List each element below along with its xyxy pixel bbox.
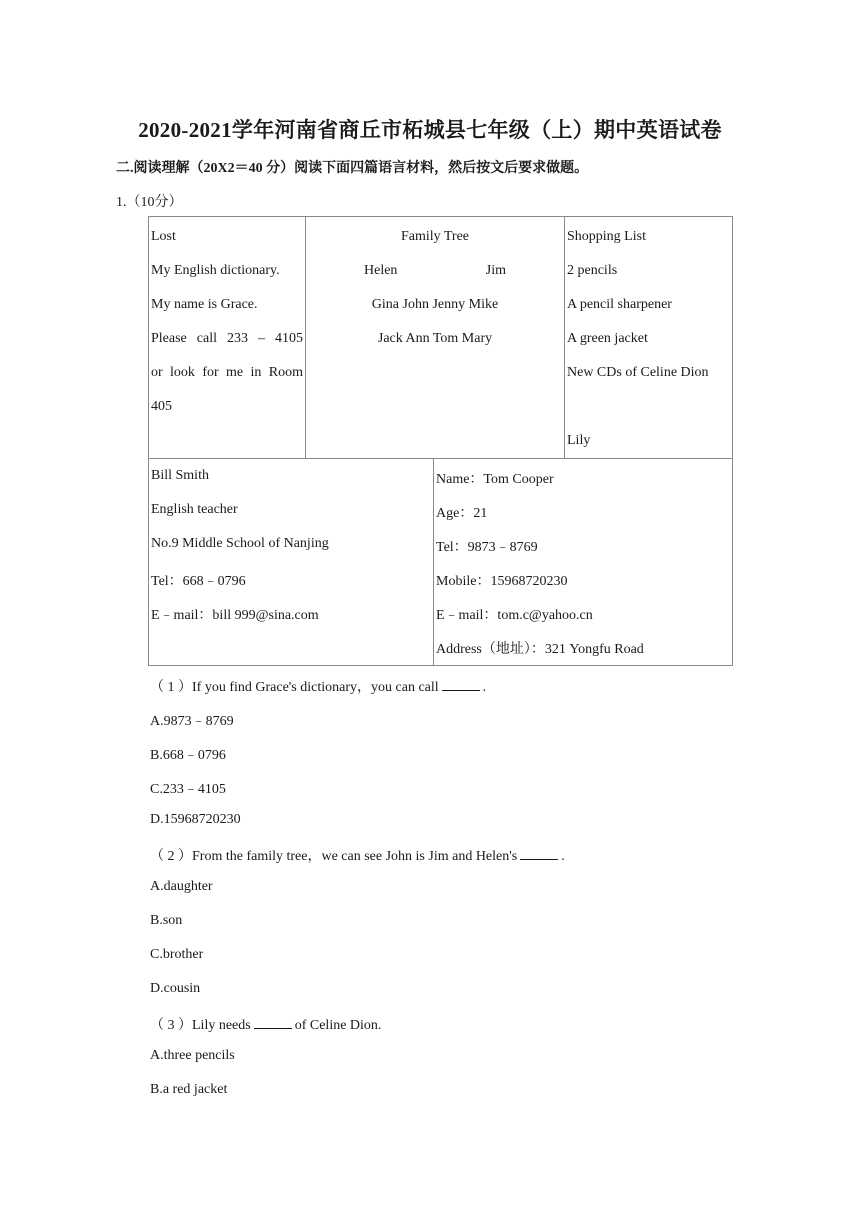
list-item: 2 pencils: [567, 263, 618, 278]
q1-option-c: C.233﹣4105: [150, 782, 226, 797]
family-tree-children: Gina John Jenny Mike: [371, 297, 499, 312]
notices-table-row-2: [148, 458, 733, 666]
q2-option-c: C.brother: [150, 947, 204, 962]
bill-email: E﹣mail：bill 999@sina.com: [151, 608, 319, 623]
lost-room-line: or look for me in Room: [151, 365, 303, 380]
question-number: 1.（10分）: [116, 195, 183, 210]
shopping-list-heading: Shopping List: [567, 229, 646, 244]
lost-owner: My name is Grace.: [151, 297, 258, 312]
bill-card-cell: [149, 458, 434, 665]
family-tree-cell: [306, 217, 565, 458]
bill-job: English teacher: [151, 502, 238, 517]
question-2: （ 2 ）From the family tree，we can see John is Jim and Helen's .: [150, 845, 565, 865]
bill-school: No.9 Middle School of Nanjing: [151, 536, 329, 551]
answer-blank: [442, 677, 480, 691]
q2-option-a: A.daughter: [150, 879, 213, 894]
tom-address: Address（地址）：321 Yongfu Road: [436, 642, 644, 657]
section-heading: 二.阅读理解（20X2＝40 分）阅读下面四篇语言材料，然后按文后要求做题。: [116, 161, 589, 176]
question-3: （ 3 ）Lily needs of Celine Dion.: [150, 1014, 381, 1034]
tom-name: Name：Tom Cooper: [436, 472, 554, 487]
answer-blank: [254, 1015, 292, 1029]
tom-card-cell: [434, 458, 732, 665]
lost-heading: Lost: [151, 229, 176, 244]
q2-option-d: D.cousin: [150, 981, 201, 996]
list-item: A pencil sharpener: [567, 297, 672, 312]
question-1: （ 1 ）If you find Grace's dictionary，you can call .: [150, 676, 486, 696]
tom-email: E﹣mail：tom.c@yahoo.cn: [436, 608, 593, 623]
family-tree-parents: Helen Jim: [364, 263, 506, 278]
answer-blank: [520, 846, 558, 860]
q1-option-a: A.9873﹣8769: [150, 714, 234, 729]
lost-room-number: 405: [151, 399, 172, 414]
q1-option-d: D.15968720230: [150, 812, 241, 827]
lost-notice-cell: [149, 217, 306, 458]
q1-option-b: B.668﹣0796: [150, 748, 226, 763]
lost-item: My English dictionary.: [151, 263, 280, 278]
bill-name: Bill Smith: [151, 468, 209, 483]
lost-contact-line: Please call 233 – 4105: [151, 331, 303, 346]
list-item: New CDs of Celine Dion: [567, 365, 709, 380]
tom-mobile: Mobile：15968720230: [436, 574, 568, 589]
shopping-list-cell: [565, 217, 732, 458]
q3-option-b: B.a red jacket: [150, 1082, 228, 1097]
page-title: 2020-2021学年河南省商丘市柘城县七年级（上）期中英语试卷: [138, 118, 722, 142]
bill-tel: Tel：668﹣0796: [151, 574, 246, 589]
tom-tel: Tel：9873﹣8769: [436, 540, 538, 555]
family-tree-heading: Family Tree: [400, 229, 470, 244]
q3-option-a: A.three pencils: [150, 1048, 235, 1063]
q2-option-b: B.son: [150, 913, 183, 928]
shopping-list-signature: Lily: [567, 433, 591, 448]
list-item: A green jacket: [567, 331, 648, 346]
tom-age: Age：21: [436, 506, 488, 521]
notices-table-row-1: [148, 216, 733, 459]
family-tree-grandchildren: Jack Ann Tom Mary: [377, 331, 493, 346]
